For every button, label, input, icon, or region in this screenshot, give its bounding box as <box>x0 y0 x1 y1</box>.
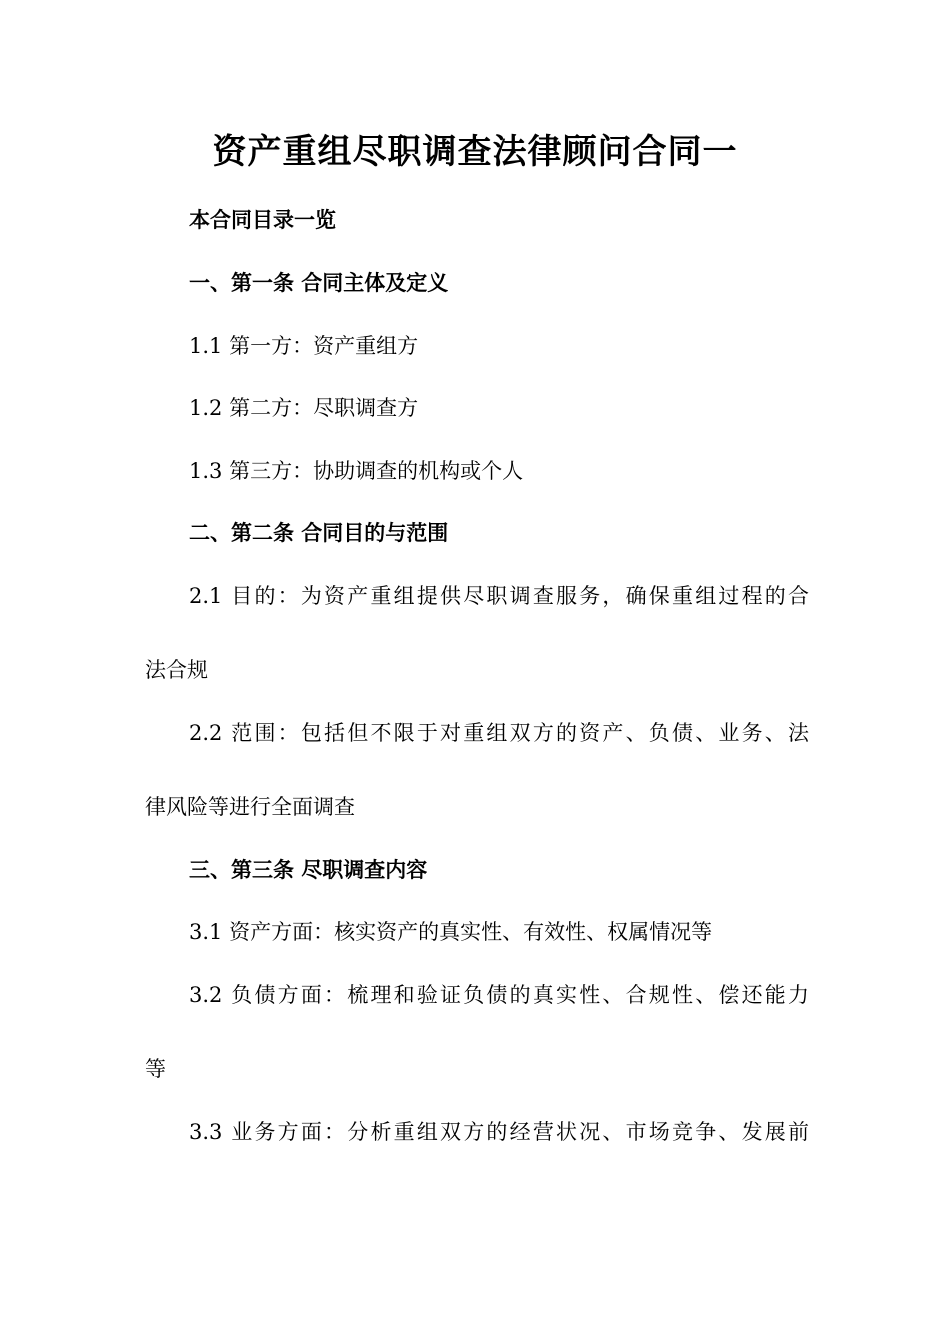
clause-2-2-line1: 2.2 范围：包括但不限于对重组双方的资产、负债、业务、法 <box>189 721 809 745</box>
document-title: 资产重组尽职调查法律顾问合同一 <box>212 132 738 172</box>
clause-2-1-line1: 2.1 目的：为资产重组提供尽职调查服务，确保重组过程的合 <box>189 584 809 608</box>
clause-1-1: 1.1 第一方：资产重组方 <box>189 334 419 358</box>
section-heading-3: 三、第三条 尽职调查内容 <box>189 858 428 882</box>
clause-3-1: 3.1 资产方面：核实资产的真实性、有效性、权属情况等 <box>189 920 713 944</box>
toc-heading: 本合同目录一览 <box>189 208 336 232</box>
clause-3-2-line1: 3.2 负债方面：梳理和验证负债的真实性、合规性、偿还能力 <box>189 983 809 1007</box>
clause-3-2-line2: 等 <box>145 1057 166 1081</box>
clause-1-3: 1.3 第三方：协助调查的机构或个人 <box>189 459 524 483</box>
clause-3-3: 3.3 业务方面：分析重组双方的经营状况、市场竞争、发展前 <box>189 1120 809 1144</box>
clause-2-1-line2: 法合规 <box>145 658 208 682</box>
section-heading-1: 一、第一条 合同主体及定义 <box>189 271 449 295</box>
section-heading-2: 二、第二条 合同目的与范围 <box>189 521 449 545</box>
clause-1-2: 1.2 第二方：尽职调查方 <box>189 396 419 420</box>
clause-2-2-line2: 律风险等进行全面调查 <box>145 795 355 819</box>
